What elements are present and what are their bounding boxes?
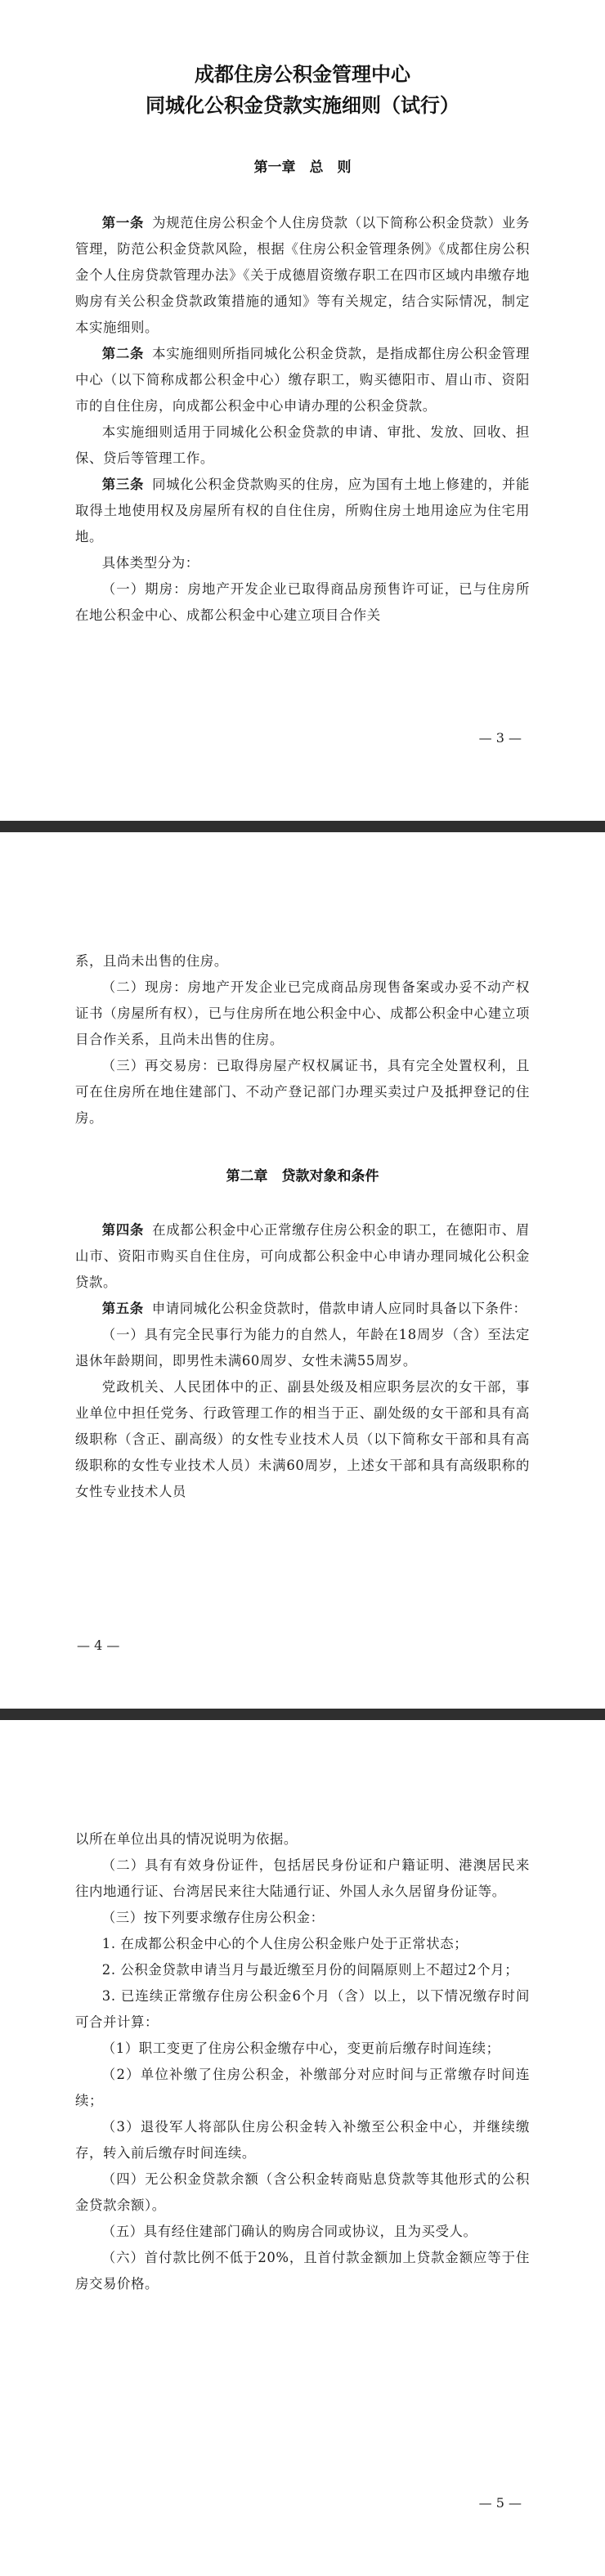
condition-3-sub-2: （2）单位补缴了住房公积金，补缴部分对应时间与正常缴存时间连续； [75, 2067, 530, 2108]
page-body [0, 1217, 605, 1505]
types-paragraph: 具体类型分为： [101, 555, 199, 571]
document-title-line-2: 同城化公积金贷款实施细则（试行） [146, 94, 459, 117]
article-number: 第五条 [101, 1301, 144, 1316]
condition-1-note-continued: 以所在单位出具的情况说明为依据。 [75, 1831, 298, 1847]
article-text: 同城化公积金贷款购买的住房，应为国有土地上修建的，并能取得土地使用权及房屋所有权的自住住房，所购住房土地用途应为住宅用地。 [75, 477, 530, 544]
page-body [0, 832, 605, 1131]
condition-2: （二）具有有效身份证件，包括居民身份证和户籍证明、港澳居民来往内地通行证、台湾居民来往大陆通行证、外国人永久居留身份证等。 [75, 1857, 530, 1899]
condition-3-sub-3: （3）退役军人将部队住房公积金转入补缴至公积金中心，并继续缴存，转入前后缴存时间连续。 [75, 2119, 530, 2161]
page-body [0, 210, 605, 629]
article-number: 第一条 [101, 215, 145, 231]
document-title-line-1: 成都住房公积金管理中心 [195, 63, 410, 86]
page-body [0, 1720, 605, 2297]
condition-3-sub-1: （1）职工变更了住房公积金缴存中心，变更前后缴存时间连续； [101, 2041, 500, 2056]
page-number: — 4 — [77, 1637, 120, 1653]
type-item-3: （三）再交易房：已取得房屋产权权属证书，具有完全处置权利，且可在住房所在地住建部门、不动产登记部门办理买卖过户及抵押登记的住房。 [75, 1058, 530, 1126]
document-page-5 [0, 1720, 605, 2576]
article-1 [75, 210, 530, 341]
condition-3-item-2: 2. 公积金贷款申请当月与最近缴至月份的间隔原则上不超过2个月； [101, 1962, 519, 1978]
article-text: 申请同城化公积金贷款时，借款申请人应同时具备以下条件： [151, 1301, 527, 1316]
type-item-1-continued: 系，且尚未出售的住房。 [75, 953, 228, 969]
chapter-heading-2: 第二章 贷款对象和条件 [226, 1168, 379, 1185]
chapter-heading-1: 第一章 总 则 [253, 159, 352, 176]
condition-6: （六）首付款比例不低于20%，且首付款金额加上贷款金额应等于住房交易价格。 [75, 2250, 530, 2292]
scope-paragraph: 本实施细则适用于同城化公积金贷款的申请、审批、发放、回收、担保、贷后等管理工作。 [75, 424, 530, 466]
article-number: 第三条 [101, 477, 145, 492]
article-text: 在成都公积金中心正常缴存住房公积金的职工，在德阳市、眉山市、资阳市购买自住住房，可向成都公积金中心申请办理同城化公积金贷款。 [75, 1222, 530, 1290]
condition-3-item-3: 3. 已连续正常缴存住房公积金6个月（含）以上，以下情况缴存时间可合并计算： [75, 1988, 530, 2030]
condition-1: （一）具有完全民事行为能力的自然人，年龄在18周岁（含）至法定退休年龄期间，即男性未满60周岁、女性未满55周岁。 [75, 1327, 530, 1369]
document-page-3 [0, 0, 605, 821]
article-4 [75, 1217, 530, 1296]
condition-1-note: 党政机关、人民团体中的正、副县处级及相应职务层次的女干部，事业单位中担任党务、行政管理工作的相当于正、副处级的女干部和具有高级职称（含正、副高级）的女性专业技术人员（以下简称女干部和具有高级职称的女性专业技术人员）未满60周岁，上述女干部和具有高级职称的女性专业技术人员 [75, 1379, 530, 1499]
type-item-2: （二）现房：房地产开发企业已完成商品房现售备案或办妥不动产权证书（房屋所有权），已与住房所在地公积金中心、成都公积金中心建立项目合作关系，且尚未出售的住房。 [75, 979, 530, 1047]
article-3 [75, 472, 530, 550]
document-page-4 [0, 832, 605, 1709]
page-number: — 5 — [478, 2495, 522, 2511]
condition-4: （四）无公积金贷款余额（含公积金转商贴息贷款等其他形式的公积金贷款余额）。 [75, 2171, 530, 2213]
article-number: 第二条 [101, 346, 145, 361]
condition-3: （三）按下列要求缴存住房公积金： [101, 1910, 325, 1925]
page-number: — 3 — [478, 730, 522, 746]
article-text: 本实施细则所指同城化公积金贷款，是指成都住房公积金管理中心（以下简称成都公积金中心）缴存职工，购买德阳市、眉山市、资阳市的自住住房，向成都公积金中心申请办理的公积金贷款。 [75, 346, 530, 414]
article-5 [75, 1296, 530, 1322]
condition-5: （五）具有经住建部门确认的购房合同或协议，且为买受人。 [101, 2224, 477, 2239]
article-2 [75, 341, 530, 419]
type-item-1: （一）期房：房地产开发企业已取得商品房预售许可证，已与住房所在地公积金中心、成都公积金中心建立项目合作关 [75, 581, 530, 623]
article-number: 第四条 [101, 1222, 145, 1238]
condition-3-item-1: 1. 在成都公积金中心的个人住房公积金账户处于正常状态； [101, 1936, 468, 1951]
article-text: 为规范住房公积金个人住房贷款（以下简称公积金贷款）业务管理，防范公积金贷款风险，根据《住房公积金管理条例》《成都住房公积金个人住房贷款管理办法》《关于成德眉资缴存职工在四市区域内串缴存地购房有关公积金贷款政策措施的通知》等有关规定，结合实际情况，制定本实施细则。 [75, 215, 530, 335]
